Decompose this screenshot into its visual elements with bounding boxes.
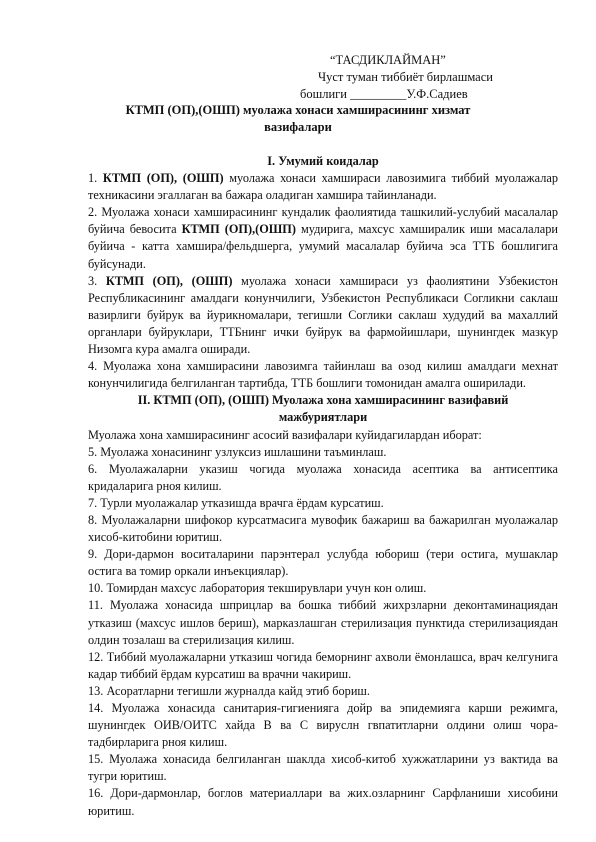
section-1-heading: I. Умумий коидалар: [267, 154, 379, 168]
paragraph-1-number: 1.: [88, 171, 98, 186]
title-line-1: КТМП (ОП),(ОШП) муолажа хонаси хамширасининг хизмат: [125, 103, 471, 117]
paragraph-3-text: муолажа хонаси хамшираси уз фаолиятини Узбекистон Республикасининг амалдаги конунчилиги, Узбекистон Республикаси Согликни саклаш вазирлиги буйрук ва йурикномалари, тегишли Соглики саклаш худудий ва махаллий органлари буйруклари, ТТБнинг ички буйрук ва фармойишлари, шунингдек мазкур Низомга кура амалга оширади.: [88, 273, 559, 357]
duty-item: 10. Томирдан махсус лаборатория текширувлари учун кон олиш.: [88, 581, 427, 596]
paragraph-4: 4. Муолажа хона хамширасини лавозимга тайинлаш ва озод килиш амалдаги мехнат конунчилигида белгиланган тартибда, ТТБ бошлиги томонидан амалга оширилади.: [88, 359, 558, 391]
approval-heading: “ТАСДИКЛАЙМАН”: [330, 53, 446, 67]
duty-item: 15. Муолажа хонасида белгиланган шаклда хисоб-китоб хужжатларини уз вактида ва тугри юритиш.: [88, 752, 558, 784]
duty-item: 7. Турли муолажалар утказишда врачга ёрдам курсатиш.: [88, 495, 384, 510]
section-2-intro: Муолажа хона хамширасининг асосий вазифалари куйидагилардан иборат:: [88, 427, 482, 442]
paragraph-3-unit-name: КТМП (ОП), (ОШП): [105, 273, 233, 288]
paragraph-1-unit-name: КТМП (ОП), (ОШП): [102, 171, 224, 186]
duty-item: 14. Муолажа хонасида санитария-гигиенияга дойр ва эпидемияга карши режимга, шунингдек ОИВ/ОИТС хайда В ва С вируслн гвпатитларни олдини олиш чора-тадбирларига рноя килиш.: [88, 701, 558, 750]
title-line-2: вазифалари: [264, 120, 332, 134]
approval-signature-line: бошлиги _________У.Ф.Садиев: [300, 87, 468, 101]
section-2-heading-line-1: II. КТМП (ОП), (ОШП) Муолажа хона хамширасининг вазифавий: [137, 393, 509, 408]
paragraph-1: [88, 170, 558, 204]
duty-item: 9. Дори-дармон воситаларини парэнтерал услубда юбориш (тери остига, мушаклар остига ва томир оркали инъекциялар).: [88, 547, 558, 579]
approval-block: [0, 52, 596, 103]
paragraph-2: [88, 204, 558, 272]
paragraph-3-number: 3.: [88, 273, 98, 288]
paragraph-1-text: муолажа хонаси хамшираси лавозимига тиббий муолажалар техникасини эгаллаган ва бажара оладиган хамшира тайинланади.: [88, 171, 558, 203]
document-body: [88, 153, 558, 820]
duty-item: 5. Муолажа хонасининг узлуксиз ишлашини таъминлаш.: [88, 444, 387, 459]
paragraph-2-start: 2. Муолажа хонаси хамширасининг кундалик фаолиятида ташкилий-услубий масалалар буйича бевосита: [88, 205, 558, 237]
duty-item: 12. Тиббий муолажаларни утказиш чогида беморнинг ахволи ёмонлашса, врач келгунига кадар тиббий ёрдам курсатиш ва врачни чакириш.: [88, 649, 558, 681]
paragraph-3: [88, 273, 558, 358]
duty-item: 13. Асоратларни тегишли журналда кайд этиб бориш.: [88, 683, 370, 698]
approval-organization: Чуст туман тиббиёт бирлашмаси: [318, 70, 493, 84]
duty-item: 11. Муолажа хонасида шприцлар ва бошка тиббий жихрзларни деконтаминациядан утказиш (махсус ишлов бериш), марказлашган стерилизация пунктида стерилизациядан олдин тозалаш ва стерилизация килиш.: [88, 598, 558, 647]
section-2-heading-line-2: мажбуриятлари: [278, 410, 368, 425]
duty-item: 6. Муолажаларни указиш чогида муолажа хонасида асептика ва антисептика кридаларига рноя килиш.: [88, 461, 558, 493]
paragraph-2-unit-name: КТМП (ОП),(ОШП): [181, 222, 296, 237]
paragraph-2-end: мудирига, махсус хамширалик иши масалалари буйича - катта хамшира/фельдшерга, умумий масалалар буйича эса ТТБ бошлигига буйсунади.: [88, 222, 558, 271]
document-title: [60, 102, 536, 136]
section-2-heading: [88, 392, 558, 426]
duty-item: 8. Муолажаларни шифокор курсатмасига мувофик бажариш ва бажарилган муолажалар хисоб-китобини юритиш.: [88, 512, 558, 545]
duty-item: 16. Дори-дармонлар, боглов материаллари ва жих.озларнинг Сарфланиши хисобини юритиш.: [88, 786, 558, 818]
